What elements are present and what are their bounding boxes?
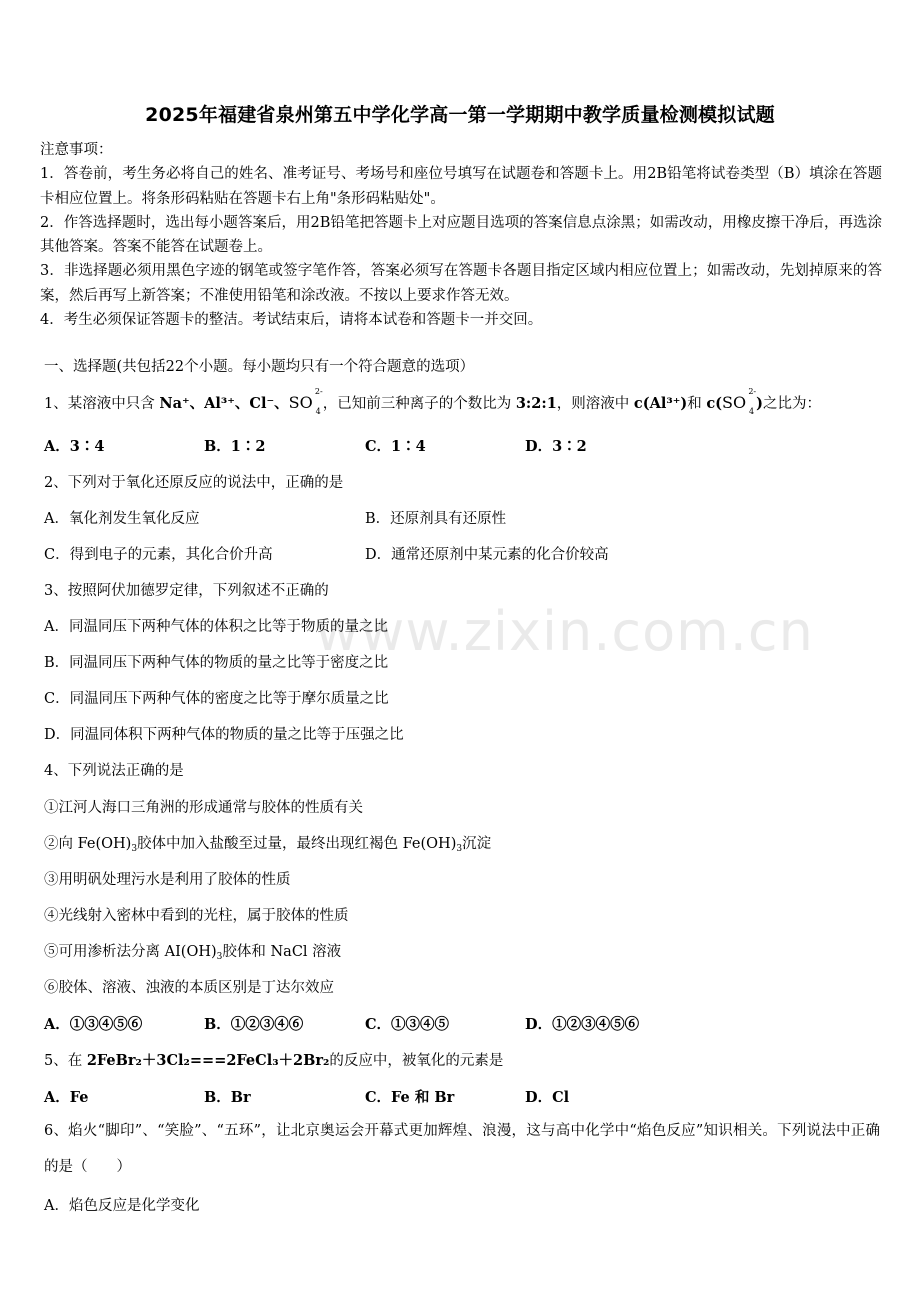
sulfate-formula: SO 2- 4 xyxy=(722,387,757,416)
notes-section xyxy=(40,138,882,332)
question-4-stem: 4、下列说法正确的是 xyxy=(44,763,184,779)
watermark: www.zixin.com.cn xyxy=(315,600,814,663)
q1-tail: 之比为： xyxy=(763,396,821,412)
option-b[interactable]: B．1∶2 xyxy=(204,438,266,455)
option-a[interactable]: A．Fe xyxy=(44,1089,89,1106)
note-item: 1．答卷前，考生务必将自己的姓名、准考证号、考场号和座位号填写在试题卷和答题卡上。用2B铅笔将试卷类型（B）填涂在答题卡相应位置上。将条形码粘贴在答题卡右上角"条形码粘贴处"。 xyxy=(40,166,882,207)
question-2-stem: 2、下列对于氧化还原反应的说法中，正确的是 xyxy=(44,475,344,491)
option-a[interactable]: A．3∶4 xyxy=(44,438,105,455)
q1-and: 和 xyxy=(687,396,707,412)
question-2-options-row2 xyxy=(44,543,864,563)
section-heading: 一、选择题(共包括22个小题。每小题均只有一个符合题意的选项） xyxy=(44,359,475,375)
statement-4: ④光线射入密林中看到的光柱，属于胶体的性质 xyxy=(44,908,349,924)
question-5-stem: 5、在 2FeBr₂＋3Cl₂===2FeCl₃＋2Br₂的反应中，被氧化的元素是 xyxy=(44,1052,504,1069)
option-d[interactable]: D．①②③④⑤⑥ xyxy=(525,1016,640,1033)
option-b[interactable]: B．Br xyxy=(204,1089,251,1106)
q1-prefix: 1、某溶液中只含 xyxy=(44,396,160,412)
notes-heading: 注意事项： xyxy=(40,142,113,158)
q1-c-close: ) xyxy=(756,395,763,412)
option-c[interactable]: C．同温同压下两种气体的密度之比等于摩尔质量之比 xyxy=(44,691,389,707)
statement-2: ②向 $Fe(OH)_3$胶体中加入盐酸至过量，最终出现红褐色 $Fe(OH)_3$沉淀 xyxy=(44,836,492,854)
question-4-options xyxy=(44,1013,864,1033)
statement-3: ③用明矾处理污水是利用了胶体的性质 xyxy=(44,872,291,888)
page-title: 2025年福建省泉州第五中学化学高一第一学期期中教学质量检测模拟试题 xyxy=(145,104,775,126)
option-c[interactable]: C．①③④⑤ xyxy=(365,1016,450,1033)
note-item: 2．作答选择题时，选出每小题答案后，用2B铅笔把答题卡上对应题目选项的答案信息点涂黑；如需改动，用橡皮擦干净后，再选涂其他答案。答案不能答在试题卷上。 xyxy=(40,214,882,256)
note-item: 3．非选择题必须用黑色字迹的钢笔或签字笔作答，答案必须写在答题卡各题目指定区域内相应位置上；如需改动，先划掉原来的答案，然后再写上新答案；不准使用铅笔和涂改液。不按以上要求作答无效。 xyxy=(40,263,882,304)
option-a[interactable]: A．氧化剂发生氧化反应 xyxy=(44,511,200,527)
sulfate-formula: SO 2- 4 xyxy=(288,387,323,416)
option-b[interactable]: B．还原剂具有还原性 xyxy=(365,511,507,527)
option-b[interactable]: B．同温同压下两种气体的物质的量之比等于密度之比 xyxy=(44,655,389,671)
option-d[interactable]: D．同温同体积下两种气体的物质的量之比等于压强之比 xyxy=(44,727,404,743)
note-item: 4．考生必须保证答题卡的整洁。考试结束后，请将本试卷和答题卡一并交回。 xyxy=(40,312,543,329)
option-a[interactable]: A．①③④⑤⑥ xyxy=(44,1016,143,1033)
q1-ions: Na⁺、Al³⁺、Cl⁻、 xyxy=(159,395,289,412)
option-c[interactable]: C．Fe 和 Br xyxy=(365,1089,455,1106)
statement-1: ①江河人海口三角洲的形成通常与胶体的性质有关 xyxy=(44,800,363,816)
option-a[interactable]: A．同温同压下两种气体的体积之比等于物质的量之比 xyxy=(44,619,388,635)
q1-mid2: ，则溶液中 xyxy=(556,396,634,412)
question-1-options xyxy=(44,435,864,455)
option-d[interactable]: D．Cl xyxy=(525,1089,570,1106)
q1-c-open: c( xyxy=(706,395,723,412)
question-2-options-row1 xyxy=(44,507,864,527)
q1-mid: ，已知前三种离子的个数比为 xyxy=(322,396,516,412)
question-1-stem xyxy=(44,387,821,416)
option-d[interactable]: D．3∶2 xyxy=(525,438,587,455)
reaction-equation: 2FeBr₂＋3Cl₂===2FeCl₃＋2Br₂ xyxy=(86,1052,330,1069)
statement-5: ⑤可用渗析法分离 $AI(OH)_3$胶体和 NaCl 溶液 xyxy=(44,944,342,962)
option-c[interactable]: C．1∶4 xyxy=(365,438,426,455)
q1-c-al: c(Al³⁺) xyxy=(633,395,688,412)
question-3-stem: 3、按照阿伏加德罗定律，下列叙述不正确的 xyxy=(44,583,329,599)
question-5-options xyxy=(44,1086,864,1106)
option-d[interactable]: D．通常还原剂中某元素的化合价较高 xyxy=(365,547,609,563)
option-c[interactable]: C．得到电子的元素，其化合价升高 xyxy=(44,547,273,563)
q1-ratio: 3:2:1 xyxy=(515,395,557,412)
option-a[interactable]: A．焰色反应是化学变化 xyxy=(44,1198,200,1214)
statement-6: ⑥胶体、溶液、浊液的本质区别是丁达尔效应 xyxy=(44,980,334,996)
option-b[interactable]: B．①②③④⑥ xyxy=(204,1016,304,1033)
question-6-stem: 6、焰火“脚印”、“笑脸”、“五环”，让北京奥运会开幕式更加辉煌、浪漫，这与高中化学中“焰色反应”知识相关。下列说法中正确的是（ ） xyxy=(44,1123,880,1175)
